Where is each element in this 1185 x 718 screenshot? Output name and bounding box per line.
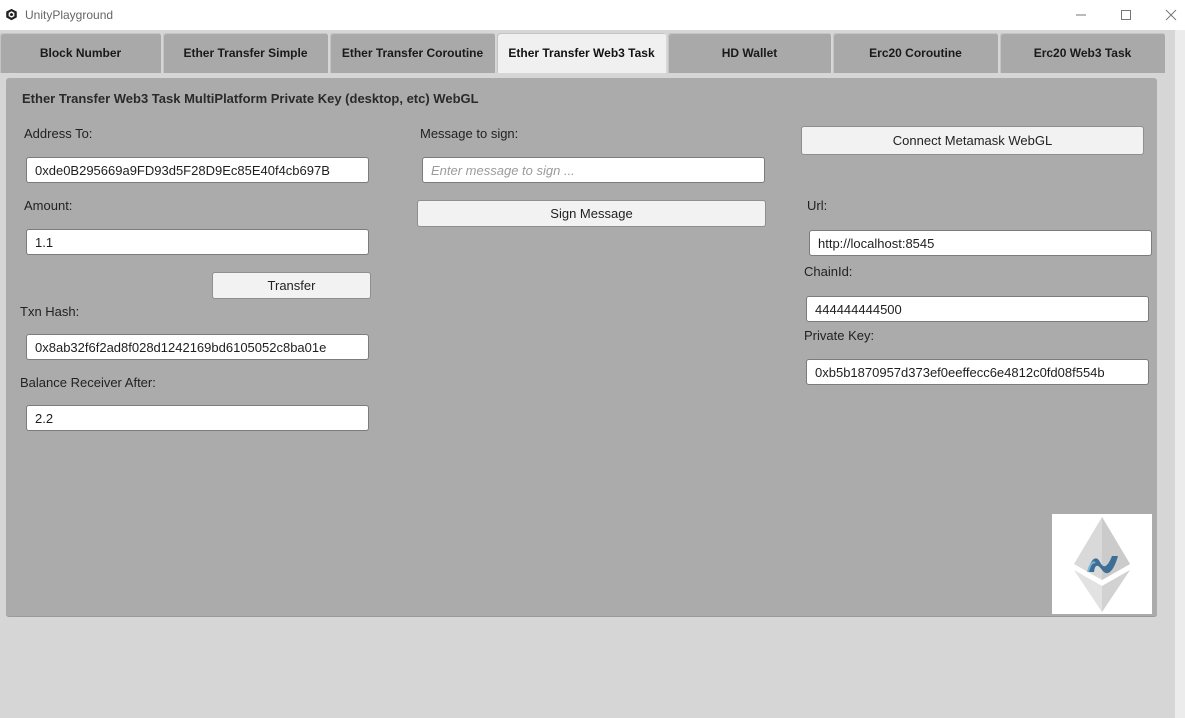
transfer-button[interactable]: Transfer <box>212 272 371 299</box>
tab-erc20-web3-task[interactable]: Erc20 Web3 Task <box>1000 33 1165 73</box>
window-edge <box>1175 30 1185 718</box>
txn-hash-field[interactable]: 0x8ab32f6f2ad8f028d1242169bd6105052c8ba01e <box>26 334 369 360</box>
amount-label: Amount: <box>24 198 73 213</box>
close-button[interactable] <box>1148 0 1185 30</box>
maximize-button[interactable] <box>1103 0 1149 30</box>
tab-erc20-coroutine[interactable]: Erc20 Coroutine <box>833 33 998 73</box>
tab-ether-transfer-coroutine[interactable]: Ether Transfer Coroutine <box>330 33 495 73</box>
ethereum-diamond-icon <box>1052 514 1152 614</box>
tab-ether-transfer-simple[interactable]: Ether Transfer Simple <box>163 33 328 73</box>
maximize-icon <box>1120 9 1132 21</box>
window-titlebar <box>0 0 1185 30</box>
tab-block-number[interactable]: Block Number <box>0 33 161 73</box>
balance-label: Balance Receiver After: <box>20 375 156 390</box>
url-label: Url: <box>807 198 828 213</box>
unity-icon <box>5 8 18 21</box>
nethereum-logo <box>1052 514 1152 614</box>
minimize-button[interactable] <box>1058 0 1104 30</box>
url-input[interactable]: http://localhost:8545 <box>809 230 1152 256</box>
minimize-icon <box>1075 9 1087 21</box>
message-input[interactable]: Enter message to sign ... <box>422 157 765 183</box>
tab-ether-transfer-web3-task[interactable]: Ether Transfer Web3 Task <box>497 33 666 73</box>
private-key-label: Private Key: <box>804 328 875 343</box>
balance-field[interactable]: 2.2 <box>26 405 369 431</box>
panel-heading: Ether Transfer Web3 Task MultiPlatform Private Key (desktop, etc) WebGL <box>22 91 479 106</box>
window-title: UnityPlayground <box>25 8 114 22</box>
sign-message-button[interactable]: Sign Message <box>417 200 766 227</box>
txn-hash-label: Txn Hash: <box>20 304 80 319</box>
address-input[interactable]: 0xde0B295669a9FD93d5F28D9Ec85E40f4cb697B <box>26 157 369 183</box>
chainid-input[interactable]: 444444444500 <box>806 296 1149 322</box>
close-icon <box>1165 9 1177 21</box>
tab-bar <box>0 31 1175 73</box>
private-key-input[interactable]: 0xb5b1870957d373ef0eeffecc6e4812c0fd08f554b <box>806 359 1149 385</box>
address-label: Address To: <box>24 126 93 141</box>
amount-input[interactable]: 1.1 <box>26 229 369 255</box>
tab-hd-wallet[interactable]: HD Wallet <box>668 33 831 73</box>
message-label: Message to sign: <box>420 126 519 141</box>
connect-metamask-button[interactable]: Connect Metamask WebGL <box>801 126 1144 155</box>
chainid-label: ChainId: <box>804 264 853 279</box>
